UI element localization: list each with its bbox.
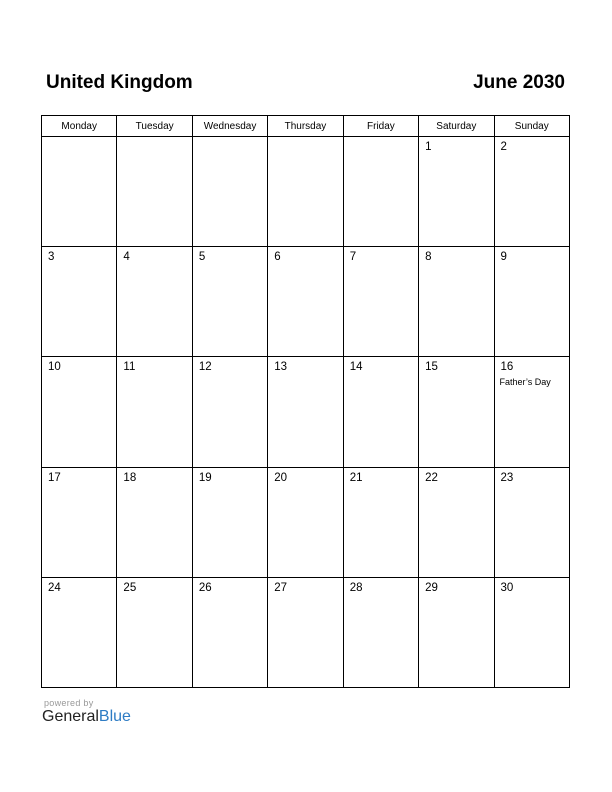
day-number: 27 [274, 581, 288, 594]
week-row [42, 137, 570, 247]
day-number: 1 [425, 141, 432, 153]
weekday-wednesday: Wednesday [192, 116, 267, 137]
day-number: 2 [500, 141, 507, 153]
week-row [42, 247, 570, 357]
powered-by-text: powered by [44, 698, 94, 708]
day-number: 23 [500, 471, 514, 484]
day-number: 28 [349, 581, 363, 594]
day-cell [117, 467, 192, 577]
day-cell [343, 467, 418, 577]
day-cell [192, 357, 267, 467]
week-row [42, 357, 570, 467]
day-cell [42, 467, 117, 577]
empty-day-cell [268, 137, 343, 247]
weekday-thursday: Thursday [268, 116, 343, 137]
day-number: 11 [123, 361, 136, 374]
day-cell [494, 577, 569, 687]
day-number: 5 [198, 251, 206, 264]
day-cell [117, 577, 192, 687]
day-number: 22 [425, 471, 438, 484]
day-number: 21 [349, 471, 363, 484]
day-cell [42, 247, 117, 357]
holiday-label: Father’s Day [499, 377, 551, 388]
day-cell [494, 357, 569, 467]
day-number: 6 [274, 251, 281, 264]
day-cell [419, 357, 494, 467]
calendar-grid [41, 115, 570, 688]
day-number: 14 [349, 361, 363, 374]
day-number: 7 [349, 251, 357, 264]
day-cell [343, 357, 418, 467]
generalblue-logo[interactable] [42, 708, 131, 726]
day-cell [192, 467, 267, 577]
day-number: 9 [500, 251, 507, 264]
day-number: 8 [425, 251, 432, 264]
day-cell [192, 577, 267, 687]
day-cell [117, 247, 192, 357]
day-cell [268, 357, 343, 467]
day-number: 24 [48, 581, 61, 594]
day-cell [343, 577, 418, 687]
day-cell [419, 247, 494, 357]
empty-day-cell [42, 137, 117, 247]
empty-day-cell [343, 137, 418, 247]
day-cell [268, 247, 343, 357]
day-cell [419, 137, 494, 247]
day-cell [343, 247, 418, 357]
weekday-saturday: Saturday [419, 116, 494, 137]
day-number: 30 [500, 581, 514, 594]
day-number: 25 [123, 581, 137, 594]
day-cell [117, 357, 192, 467]
day-number: 29 [425, 581, 438, 594]
day-number: 26 [198, 581, 212, 594]
day-number: 18 [123, 471, 137, 484]
weekday-header-row [42, 116, 570, 137]
day-cell [42, 577, 117, 687]
day-cell [192, 247, 267, 357]
weekday-monday: Monday [42, 116, 117, 137]
weekday-tuesday: Tuesday [117, 116, 192, 137]
month-year-title: June 2030 [473, 72, 565, 93]
day-number: 10 [48, 361, 61, 374]
day-number: 15 [425, 361, 438, 374]
day-number: 16 [500, 361, 514, 374]
day-cell [494, 467, 569, 577]
empty-day-cell [117, 137, 192, 247]
day-cell [268, 467, 343, 577]
day-number: 19 [198, 471, 212, 484]
brand-general: General [42, 708, 99, 725]
country-title: United Kingdom [46, 72, 193, 93]
empty-day-cell [192, 137, 267, 247]
day-number: 4 [123, 251, 130, 264]
weekday-friday: Friday [343, 116, 418, 137]
day-number: 13 [274, 361, 288, 374]
weekday-sunday: Sunday [494, 116, 569, 137]
day-cell [494, 137, 569, 247]
day-number: 3 [48, 251, 55, 264]
day-cell [494, 247, 569, 357]
day-number: 12 [198, 361, 212, 374]
day-number: 20 [274, 471, 288, 484]
day-cell [268, 577, 343, 687]
day-number: 17 [48, 471, 61, 484]
week-row [42, 577, 570, 687]
day-cell [419, 467, 494, 577]
day-cell [419, 577, 494, 687]
brand-blue: Blue [98, 708, 131, 725]
week-row [42, 467, 570, 577]
day-cell [42, 357, 117, 467]
